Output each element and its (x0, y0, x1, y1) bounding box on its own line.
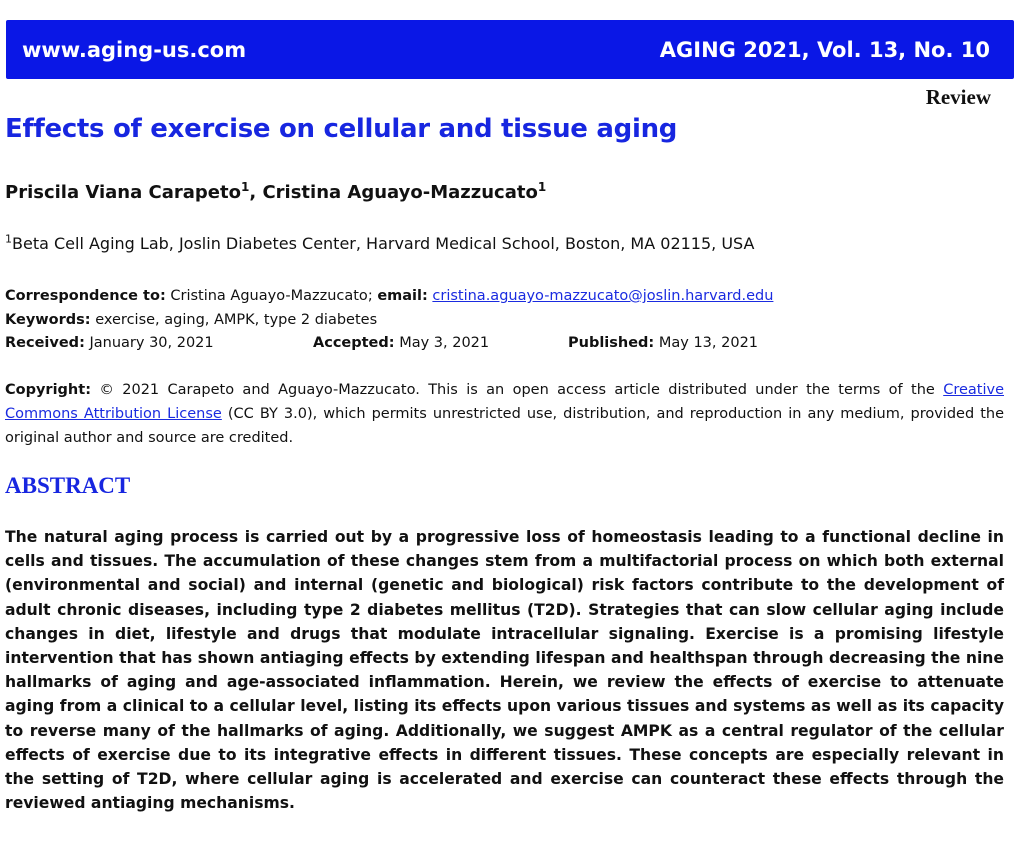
author-name: Priscila Viana Carapeto (5, 182, 241, 203)
article-title: Effects of exercise on cellular and tissue aging (5, 114, 678, 144)
article-type-label: Review (925, 85, 991, 109)
published-label: Published: (568, 335, 655, 351)
dates-line (5, 332, 1005, 354)
author-separator: , (249, 182, 263, 203)
email-label: email: (377, 288, 428, 304)
abstract-heading: ABSTRACT (5, 473, 131, 498)
correspondence-name: Cristina Aguayo-Mazzucato (170, 288, 368, 304)
author-name: Cristina Aguayo-Mazzucato (262, 182, 538, 203)
license-link[interactable]: Creative Commons Attribution License (5, 382, 1004, 422)
correspondence-line: Correspondence to: Cristina Aguayo-Mazzucato; email: cristina.aguayo-mazzucato@joslin.harvard.edu (5, 288, 774, 304)
keywords-label: Keywords: (5, 312, 91, 328)
keywords-line (5, 309, 1005, 331)
affiliation-mark: 1 (5, 232, 12, 246)
accepted-date: Accepted: May 3, 2021 (313, 335, 490, 351)
author-list (5, 182, 1005, 203)
accepted-label: Accepted: (313, 335, 395, 351)
affiliation-text: Beta Cell Aging Lab, Joslin Diabetes Center, Harvard Medical School, Boston, MA 02115, USA (12, 234, 755, 253)
keywords-value: exercise, aging, AMPK, type 2 diabetes (95, 312, 378, 328)
affiliation-mark: 1 (537, 180, 547, 194)
received-label: Received: (5, 335, 85, 351)
email-link[interactable]: cristina.aguayo-mazzucato@joslin.harvard.edu (432, 288, 774, 304)
abstract-text: The natural aging process is carried out by a progressive loss of homeostasis leading to a functional decline in cells and tissues. The accumulation of these changes stem from a multifactorial process on which both external (environmental and social) and internal (genetic and biological) risk factors contribute to the development of adult chronic diseases, including type 2 diabetes mellitus (T2D). Strategies that can slow cellular aging include changes in diet, lifestyle and drugs that modulate intracellular signaling. Exercise is a promising lifestyle intervention that has shown antiaging effects by extending lifespan and healthspan through decreasing the nine hallmarks of aging and age-associated inflammation. Herein, we review the effects of exercise to attenuate aging from a clinical to a cellular level, listing its effects upon various tissues and systems as well as its capacity to reverse many of the hallmarks of aging. Additionally, we suggest AMPK as a central regulator of the cellular effects of exercise due to its integrative effects in different tissues. These concepts are especially relevant in the setting of T2D, where cellular aging is accelerated and exercise can counteract these effects through the reviewed antiaging mechanisms. (5, 528, 1004, 813)
published-date: Published: May 13, 2021 (568, 335, 759, 351)
copyright-notice: Copyright: © 2021 Carapeto and Aguayo-Mazzucato. This is an open access article distributed under the terms of the Creative Commons Attribution License (CC BY 3.0), which permits unrestricted use, distribution, and reproduction in any medium, provided the original author and source are credited. (5, 382, 1004, 446)
affiliation (5, 234, 1005, 253)
copyright-label: Copyright: (5, 382, 91, 398)
journal-website[interactable]: www.aging-us.com (22, 37, 247, 62)
journal-header-banner (6, 20, 1014, 79)
received-date: Received: January 30, 2021 (5, 335, 214, 351)
affiliation-mark: 1 (240, 180, 250, 194)
journal-issue: AGING 2021, Vol. 13, No. 10 (659, 37, 990, 62)
correspondence-label: Correspondence to: (5, 288, 166, 304)
